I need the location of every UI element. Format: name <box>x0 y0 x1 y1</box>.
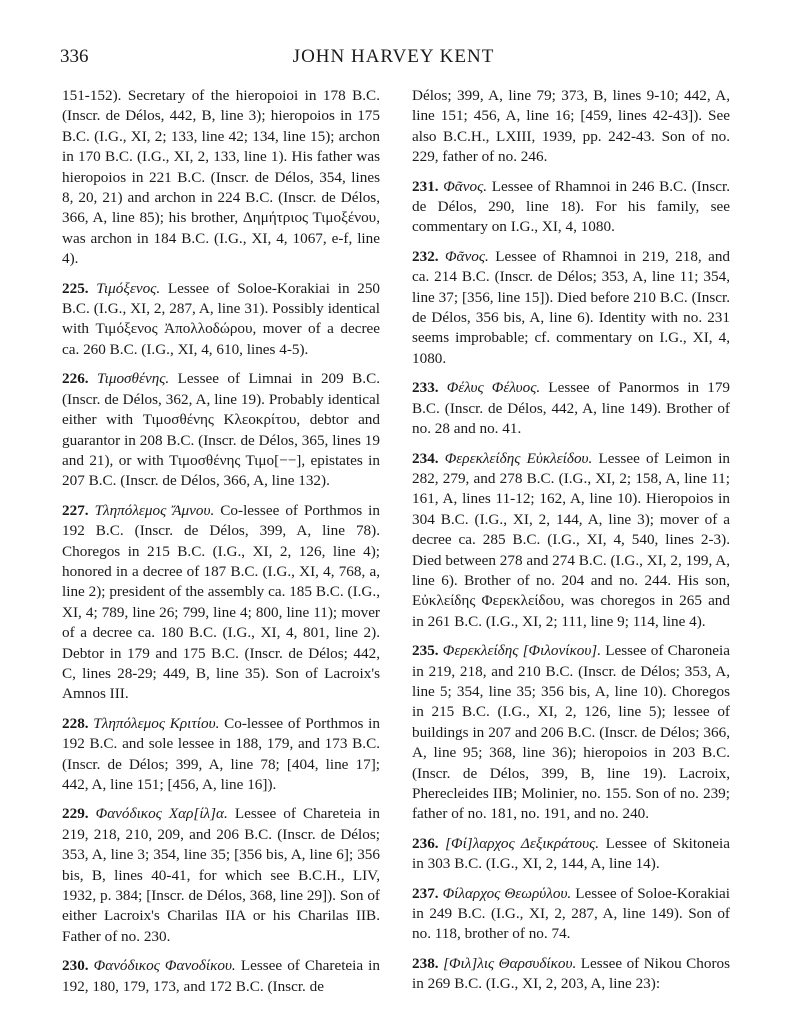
entry-name: Φερεκλείδης [Φιλονίκου]. <box>442 642 602 660</box>
entry-text: Lessee of Nikou Choros in 269 B.C. (I.G., XI, 2, 203, A, line 23): <box>412 954 731 993</box>
entry-number: 229. <box>62 805 89 823</box>
entry-name: [Φί]λαρχος Δεξικράτους. <box>445 834 600 852</box>
entry-name: Φίλαρχος Θεωρύλου. <box>442 884 572 902</box>
catalog-entry <box>412 449 730 633</box>
catalog-entry <box>412 177 730 238</box>
left-column <box>62 86 380 1006</box>
catalog-entry <box>62 804 380 947</box>
catalog-entry <box>62 279 380 361</box>
entry-name: Φέλυς Φέλυος. <box>446 379 541 397</box>
entry-name: Φᾶνος. <box>444 247 489 265</box>
entry-name: Φανόδικος Φανοδίκου. <box>93 957 236 975</box>
entry-name: Φερεκλείδης Εὐκλείδου. <box>444 449 593 467</box>
entry-name: Τιμόξενος. <box>96 279 161 297</box>
entry-text: 151-152). Secretary of the hieropoioi in 178 B.C. (Inscr. de Délos, 442, B, line 3); hieropoios in 175 B.C. (I.G., XI, 2; 133, line 42; 134, line 15); archon in 170 B.C. (I.G., XI, 2, 133, line 1). His father was hieropoios in 221 B.C. (Inscr. de Délos, 354, lines 8, 20, 21) and archon in 224 B.C. (Inscr. de Délos, 366, A, line 85); his brother, Δημήτριος Τιμοξένου, was archon in 184 B.C. (I.G., XI, 4, 1067, e-f, line 4). <box>62 87 380 268</box>
entry-text: Lessee of Charoneia in 219, 218, and 210 B.C. (Inscr. de Délos; 353, A, line 5; 354, line 35; 356 bis, A, line 10). Choregos in 215 B.C. (I.G., XI, 2, 126, line 5); lessee of buildings in 207 and 206 B.C. (Inscr. de Délos; 366, A, line 95; 368, line 36); hieropoios in 203 B.C. (Inscr. de Délos, 399, B, line 19). Lacroix, Pherecleides IIB; Molinier, no. 155. Son of no. 239; father of no. 181, no. 191, and no. 240. <box>412 642 730 823</box>
entry-name: Τληπόλεμος Κριτίου. <box>93 714 220 732</box>
catalog-entry <box>62 501 380 705</box>
right-column <box>412 86 730 1004</box>
catalog-entry <box>412 834 730 875</box>
entry-name: Τληπόλεμος Ἄμνου. <box>94 501 215 519</box>
catalog-entry <box>412 378 730 439</box>
entry-text: Lessee of Skitoneia in 303 B.C. (I.G., XI, 2, 144, A, line 14). <box>412 834 730 873</box>
entry-text: Lessee of Soloe-Korakiai in 249 B.C. (I.G., XI, 2, 287, A, line 149). Son of no. 118, brother of no. 74. <box>412 884 731 943</box>
entry-text: Lessee of Chareteia in 219, 218, 210, 209, and 206 B.C. (Inscr. de Délos; 353, A, line 3; 354, line 35; [356 bis, A, line 6]; 356 bis, B, lines 40-41, for which see B.C.H., LIV, 1932, p. 384; [Inscr. de Délos, 368, line 29]). Son of either Lacroix's Charilas IIA or his Charilas IIB. Father of no. 230. <box>62 805 381 945</box>
entry-name: Φᾶνος. <box>443 177 488 195</box>
entry-number: 231. <box>412 177 439 195</box>
entry-text: Lessee of Rhamnoi in 219, 218, and ca. 214 B.C. (Inscr. de Délos; 353, A, line 11; 354, line 37; [356, line 15]). Died before 210 B.C. (Inscr. de Délos, 356 bis, A, line 6). Identity with no. 231 seems improbable; cf. commentary on I.G., XI, 4, 1080. <box>412 247 731 367</box>
entry-text: Lessee of Chareteia in 192, 180, 179, 173, and 172 B.C. (Inscr. de <box>62 957 381 995</box>
catalog-entry <box>412 247 730 369</box>
catalog-entry <box>412 884 730 945</box>
entry-text: Lessee of Panormos in 179 B.C. (Inscr. de Délos, 442, A, line 149). Brother of no. 28 and no. 41. <box>412 379 731 438</box>
entry-text: Lessee of Limnai in 209 B.C. (Inscr. de Délos, 362, A, line 19). Probably identical either with Τιμοσθένης Κλεοκρίτου, debtor and guarantor in 208 B.C. (Inscr. de Délos, 365, lines 19 and 21), or with Τιμοσθένης Τιμο[−−], epistates in 207 B.C. (Inscr. de Délos, 366, A, line 132). <box>62 370 381 490</box>
catalog-entry <box>62 369 380 491</box>
entry-number: 227. <box>62 501 89 519</box>
page-number: 336 <box>60 46 89 67</box>
entry-number: 225. <box>62 279 89 297</box>
entry-number: 230. <box>62 957 89 975</box>
entry-text: Lessee of Soloe-Korakiai in 250 B.C. (I.G., XI, 2, 287, A, line 31). Possibly identical with Τιμόξενος Ἀπολλοδώρου, mover of a decree ca. 260 B.C. (I.G., XI, 4, 610, lines 4-5). <box>62 279 381 358</box>
entry-number: 234. <box>412 449 439 467</box>
entry-number: 233. <box>412 379 439 397</box>
catalog-entry <box>412 954 730 995</box>
catalog-entry <box>62 86 380 270</box>
running-title: JOHN HARVEY KENT <box>292 46 495 67</box>
catalog-entry <box>62 956 380 997</box>
entry-text: Délos; 399, A, line 79; 373, B, lines 9-10; 442, A, line 151; 456, A, line 16; [459, lines 42-43]). See also B.C.H., LXIII, 1939, pp. 242-43. Son of no. 229, father of no. 246. <box>412 87 730 166</box>
entry-text: Lessee of Rhamnoi in 246 B.C. (Inscr. de Délos, 290, line 18). For his family, see commentary on I.G., XI, 4, 1080. <box>412 177 731 236</box>
entry-number: 235. <box>412 642 439 660</box>
entry-text: Co-lessee of Porthmos in 192 B.C. (Inscr. de Délos, 399, A, line 78). Choregos in 215 B.C. (I.G., XI, 2, 126, line 4); honored in a decree of 187 B.C. (I.G., XI, 4, 768, a, line 2); president of the assembly ca. 185 B.C. (I.G., XI, 4; 789, line 26; 799, line 4; 800, line 11); mover of a decree ca. 180 B.C. (I.G., XI, 4, 801, line 2). Debtor in 179 and 175 B.C. (Inscr. de Délos; 442, C, lines 28-29; 449, B, line 35). Son of Lacroix's Amnos III. <box>62 501 380 703</box>
catalog-entry <box>412 86 730 168</box>
entry-number: 236. <box>412 834 439 852</box>
entry-name: Φανόδικος Χαρ[ίλ]α. <box>95 805 228 823</box>
entry-text: Co-lessee of Porthmos in 192 B.C. and sole lessee in 188, 179, and 173 B.C. (Inscr. de Délos; 399, A, line 78; [404, line 17]; 442, A, line 151; [456, A, line 16]). <box>62 714 380 793</box>
catalog-entry <box>62 714 380 796</box>
entry-name: Τιμοσθένης. <box>97 370 170 388</box>
entry-number: 237. <box>412 884 439 902</box>
entry-number: 226. <box>62 370 89 388</box>
catalog-entry <box>412 641 730 825</box>
entry-number: 228. <box>62 714 89 732</box>
entry-number: 232. <box>412 247 439 265</box>
entry-name: [Φιλ]λις Θαρσυδίκου. <box>443 954 577 972</box>
entry-text: Lessee of Leimon in 282, 279, and 278 B.C. (I.G., XI, 2; 158, A, line 11; 161, A, lines 11-12; 162, A, line 10). Hieropoios in 304 B.C. (I.G., XI, 2, 144, A, line 3); mover of a decree ca. 285 B.C. (I.G., XI, 4, 540, lines 2-3). Died between 278 and 274 B.C. (I.G., XI, 2, 199, A, line 6). Brother of no. 204 and no. 244. His son, Εὐκλείδης Φερεκλείδου, was choregos in 265 and in 261 B.C. (I.G., XI, 2; 111, line 9; 114, line 4). <box>412 449 731 630</box>
entry-number: 238. <box>412 954 439 972</box>
